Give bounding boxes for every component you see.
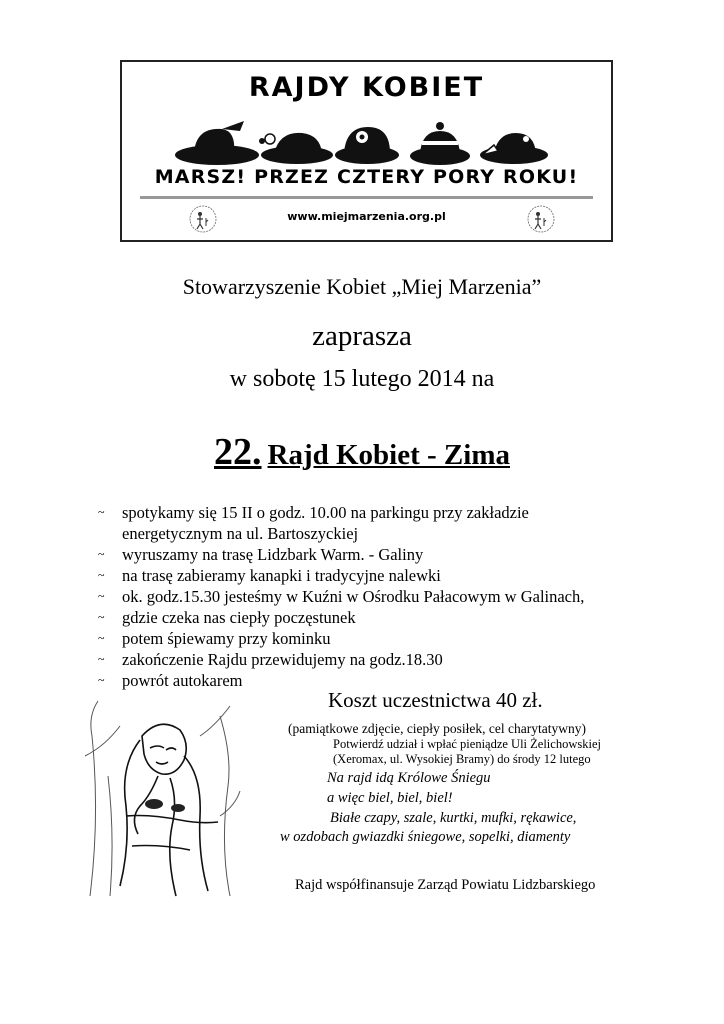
list-item: ~ wyruszamy na trasę Lidzbark Warm. - Galiny — [98, 545, 424, 564]
bullet-icon: ~ — [98, 547, 105, 561]
hat-icon — [410, 122, 470, 165]
bullet-icon: ~ — [98, 505, 105, 519]
poem-line: Na rajd idą Królowe Śniegu — [327, 770, 491, 786]
bullet-icon: ~ — [98, 589, 105, 603]
office-line: (Xeromax, ul. Wysokiej Bramy) do środy 12 lutego — [333, 752, 591, 766]
bullet-icon: ~ — [98, 631, 105, 645]
invite-line: zaprasza — [312, 320, 412, 352]
funding-note: Rajd współfinansuje Zarząd Powiatu Lidzbarskiego — [295, 877, 596, 893]
list-item: ~ ok. godz.15.30 jesteśmy w Kuźni w Ośrodku Pałacowym w Galinach, — [98, 587, 585, 606]
hat-icon — [335, 127, 399, 164]
divider — [140, 196, 593, 199]
bullet-icon: ~ — [98, 568, 105, 582]
schedule-list — [96, 502, 696, 691]
confirm-line: Potwierdź udział i wpłać pieniądze Uli Żelichowskiej — [333, 737, 601, 751]
hat-icon — [259, 133, 333, 164]
banner-slogan: MARSZ! PRZEZ CZTERY PORY ROKU! — [154, 166, 579, 188]
banner-title: RAJDY KOBIET — [248, 72, 485, 103]
hat-icon — [175, 121, 259, 165]
header-banner — [120, 60, 613, 242]
list-item: ~ potem śpiewamy przy kominku — [98, 629, 331, 648]
organization-line: Stowarzyszenie Kobiet „Miej Marzenia” — [182, 274, 542, 299]
list-item: ~ zakończenie Rajdu przewidujemy na godz.18.30 — [98, 650, 443, 669]
association-logo — [526, 204, 556, 234]
bullet-icon: ~ — [98, 673, 105, 687]
event-name: Rajd Kobiet - Zima — [267, 439, 510, 471]
cost-title: Koszt uczestnictwa 40 zł. — [328, 688, 543, 712]
poem-line: w ozdobach gwiazdki śniegowe, sopelki, diamenty — [280, 829, 571, 845]
cost-details: (pamiątkowe zdjęcie, ciepły posiłek, cel charytatywny) — [288, 721, 587, 736]
bullet-icon: ~ — [98, 652, 105, 666]
poem-line: Białe czapy, szale, kurtki, mufki, rękawice, — [330, 810, 577, 826]
poem-line: a więc biel, biel, biel! — [327, 790, 453, 806]
hat-icon — [480, 133, 548, 164]
list-item: energetycznym na ul. Bartoszyckiej — [122, 524, 359, 543]
event-title — [0, 430, 724, 474]
list-item: ~ na trasę zabieramy kanapki i tradycyjne nalewki — [98, 566, 441, 585]
website-url[interactable]: www.miejmarzenia.org.pl — [287, 210, 446, 223]
event-number: 22. — [214, 431, 262, 473]
list-item: ~ spotykamy się 15 II o godz. 10.00 na parkingu przy zakładzie — [98, 503, 529, 522]
date-line: w sobotę 15 lutego 2014 na — [229, 366, 495, 392]
bullet-icon: ~ — [98, 610, 105, 624]
snow-queen-illustration — [80, 696, 242, 906]
list-item: ~ gdzie czeka nas ciepły poczęstunek — [98, 608, 356, 627]
list-item: ~ powrót autokarem — [98, 671, 243, 690]
